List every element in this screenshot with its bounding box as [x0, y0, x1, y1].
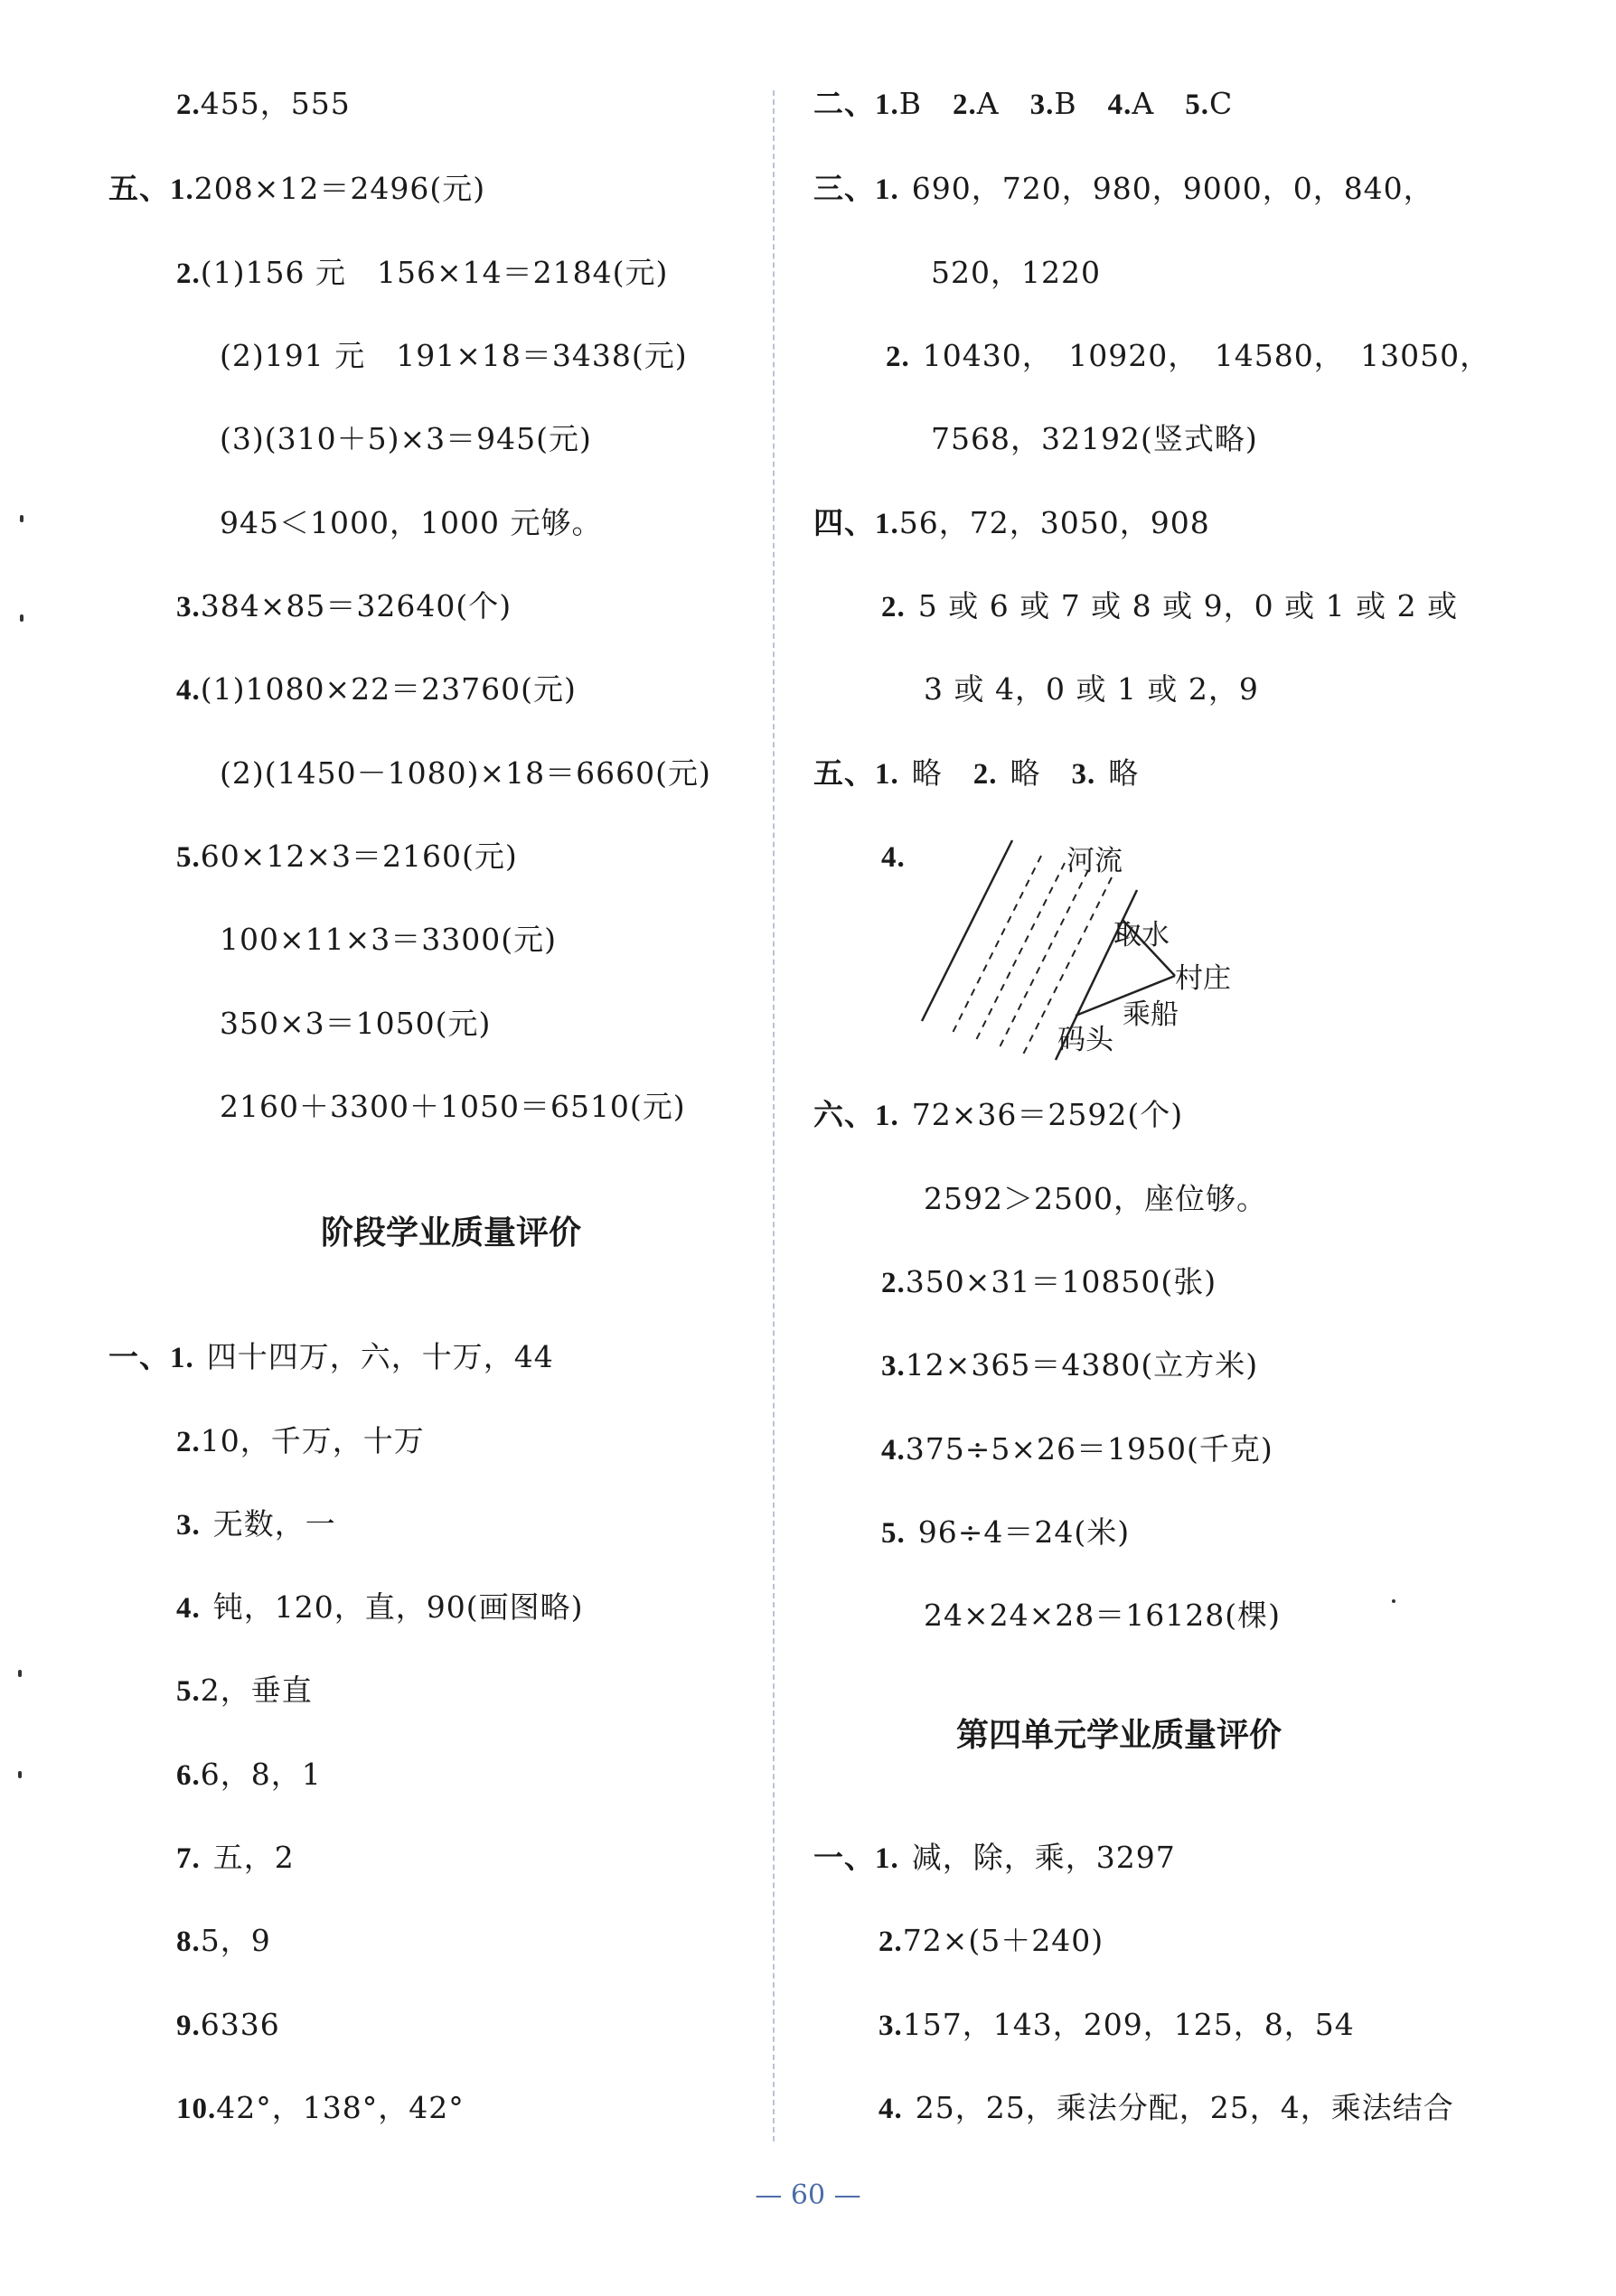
section-title: 第四单元学业质量评价 — [956, 1716, 1282, 1754]
answer-line: 3 或 4，0 或 1 或 2，9 — [924, 671, 1259, 707]
scan-mark — [18, 1771, 22, 1778]
scan-mark — [20, 614, 23, 622]
answer-line: 三、1. 690，720，980，9000，0，840， — [813, 171, 1434, 206]
answer-line: 4. — [881, 841, 906, 874]
label-river: 河流 — [1066, 845, 1123, 877]
answer-line: 100×11×3＝3300(元) — [220, 922, 558, 957]
answer-line: 2. 5 或 6 或 7 或 8 或 9，0 或 1 或 2 或 — [881, 588, 1459, 623]
answer-line: 2.10，千万，十万 — [176, 1423, 425, 1458]
label-village: 村庄 — [1175, 962, 1231, 995]
answer-line: 2160＋3300＋1050＝6510(元) — [220, 1089, 686, 1124]
answer-line: 二、1.B 2.A 3.B 4.A 5.C — [813, 86, 1234, 121]
answer-line: 10.42°，138°，42° — [176, 2090, 465, 2125]
answer-line: 2.(1)156 元 156×14＝2184(元) — [176, 255, 669, 290]
answer-line: 四、1.56，72，3050，908 — [813, 505, 1210, 540]
answer-line: 5.2，垂直 — [176, 1673, 313, 1708]
answer-line: 5.60×12×3＝2160(元) — [176, 839, 518, 874]
answer-line: (2)191 元 191×18＝3438(元) — [220, 338, 688, 373]
answer-line: 六、1. 72×36＝2592(个) — [813, 1097, 1184, 1132]
scan-mark — [18, 1670, 22, 1677]
scan-mark — [1392, 1599, 1395, 1603]
answer-line: 9.6336 — [176, 2007, 280, 2042]
answer-line: 五、1. 略 2. 略 3. 略 — [813, 755, 1140, 791]
answer-line: 一、1. 减，除，乘，3297 — [813, 1840, 1176, 1875]
answer-line: (2)(1450－1080)×18＝6660(元) — [220, 755, 711, 791]
answer-line: 350×3＝1050(元) — [220, 1006, 492, 1041]
answer-line: 4.(1)1080×22＝23760(元) — [176, 671, 577, 707]
river-diagram — [913, 836, 1274, 1066]
answer-line: 一、1. 四十四万，六，十万，44 — [108, 1339, 554, 1374]
answer-line: 4.375÷5×26＝1950(千克) — [881, 1431, 1273, 1467]
answer-line: 4. 钝，120，直，90(画图略) — [176, 1589, 584, 1625]
column-divider — [773, 90, 775, 2141]
river-dashed-line — [951, 856, 1041, 1036]
scan-mark — [20, 515, 23, 522]
answer-line: 945＜1000，1000 元够。 — [220, 505, 603, 540]
river-bank-left — [922, 840, 1012, 1021]
page-number: — 60 — — [755, 2179, 861, 2211]
answer-line: 2.455，555 — [176, 86, 351, 121]
answer-line: 3.12×365＝4380(立方米) — [881, 1347, 1259, 1382]
answer-line: 3.384×85＝32640(个) — [176, 588, 512, 623]
label-fetch-water: 取水 — [1113, 919, 1170, 951]
answer-line: 2592＞2500，座位够。 — [924, 1181, 1267, 1216]
answer-line: (3)(310＋5)×3＝945(元) — [220, 421, 592, 456]
answer-line: 7568，32192(竖式略) — [931, 421, 1258, 456]
answer-line: 3. 无数，一 — [176, 1506, 336, 1542]
answer-line: 8.5，9 — [176, 1923, 271, 1958]
section-title: 阶段学业质量评价 — [321, 1214, 582, 1251]
answer-line: 2.72×(5＋240) — [878, 1923, 1104, 1958]
answer-line: 4. 25，25，乘法分配，25，4，乘法结合 — [878, 2090, 1454, 2125]
answer-line: 6.6，8，1 — [176, 1757, 322, 1792]
label-boat: 乘船 — [1123, 998, 1179, 1031]
answer-line: 7. 五，2 — [176, 1840, 295, 1875]
answer-line: 520，1220 — [931, 255, 1101, 290]
label-dock: 码头 — [1057, 1024, 1113, 1056]
answer-line: 5. 96÷4＝24(米) — [881, 1514, 1131, 1550]
answer-line: 3.157，143，209，125，8，54 — [878, 2007, 1355, 2042]
answer-line: 2.350×31＝10850(张) — [881, 1264, 1217, 1299]
answer-line: 五、1.208×12＝2496(元) — [108, 171, 486, 206]
answer-line: 24×24×28＝16128(棵) — [924, 1598, 1282, 1633]
answer-line: 2. 10430， 10920， 14580， 13050， — [886, 338, 1491, 373]
